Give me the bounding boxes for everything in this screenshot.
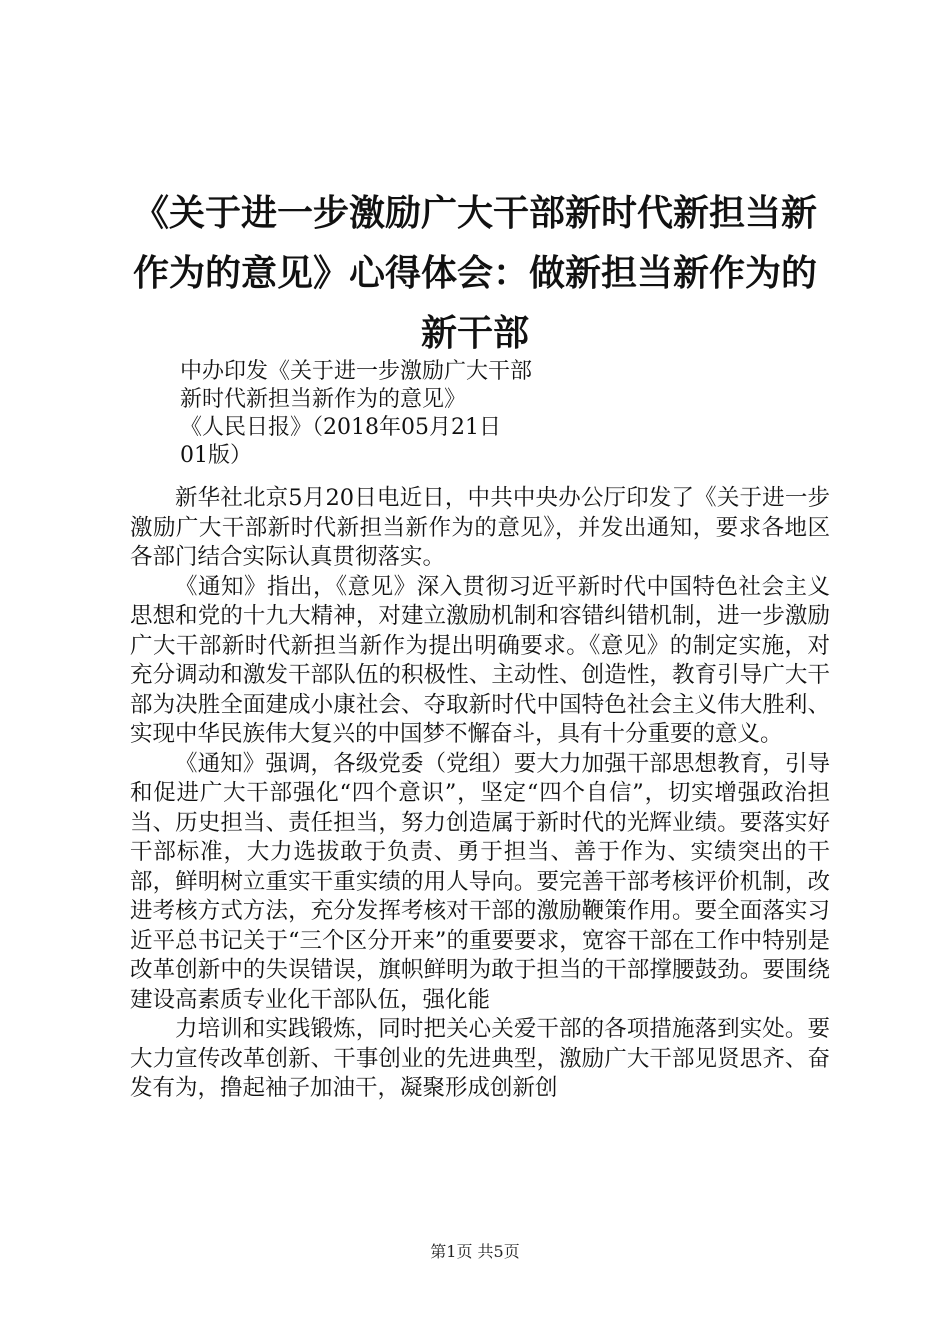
source-line: 新时代新担当新作为的意见》 [180,387,467,412]
body-paragraph: 《通知》强调，各级党委（党组）要大力加强干部思想教育，引导和促进广大干部强化“四个意识”，坚定“四个自信”，切实增强政治担当、历史担当、责任担当，努力创造属于新时代的光辉业绩。要落实好干部标准，大力选拔敢于负责、勇于担当、善于作为、实绩突出的干部，鲜明树立重实干重实绩的用人导向。要完善干部考核评价机制，改进考核方式方法，充分发挥考核对干部的激励鞭策作用。要全面落实习近平总书记关于“三个区分开来”的重要要求，宽容干部在工作中特别是改革创新中的失误错误，旗帜鲜明为敢于担当的干部撑腰鼓劲。要围绕建设高素质专业化干部队伍，强化能 [130,750,830,1013]
source-line: 01版） [180,443,252,468]
document-title: 《关于进一步激励广大干部新时代新担当新作为的意见》心得体会：做新担当新作为的新干部 [132,193,817,354]
source-line: 中办印发《关于进一步激励广大干部 [180,359,533,384]
source-info [180,358,532,470]
page-number: 第1页 共5页 [430,1242,520,1261]
body-paragraph: 力培训和实践锻炼，同时把关心关爱干部的各项措施落到实处。要大力宣传改革创新、干事创业的先进典型，激励广大干部见贤思齐、奋发有为，撸起袖子加油干，凝聚形成创新创 [130,1016,830,1101]
source-line: 《人民日报》（2018年05月21日 [180,415,501,440]
document-body [130,484,830,1104]
body-paragraph: 新华社北京5月20日电近日，中共中央办公厅印发了《关于进一步激励广大干部新时代新担当新作为的意见》，并发出通知，要求各地区各部门结合实际认真贯彻落实。 [130,485,830,570]
body-paragraph: 《通知》指出，《意见》深入贯彻习近平新时代中国特色社会主义思想和党的十九大精神，对建立激励机制和容错纠错机制，进一步激励广大干部新时代新担当新作为提出明确要求。《意见》的制定实施，对充分调动和激发干部队伍的积极性、主动性、创造性，教育引导广大干部为决胜全面建成小康社会、夺取新时代中国特色社会主义伟大胜利、实现中华民族伟大复兴的中国梦不懈奋斗，具有十分重要的意义。 [130,573,830,747]
